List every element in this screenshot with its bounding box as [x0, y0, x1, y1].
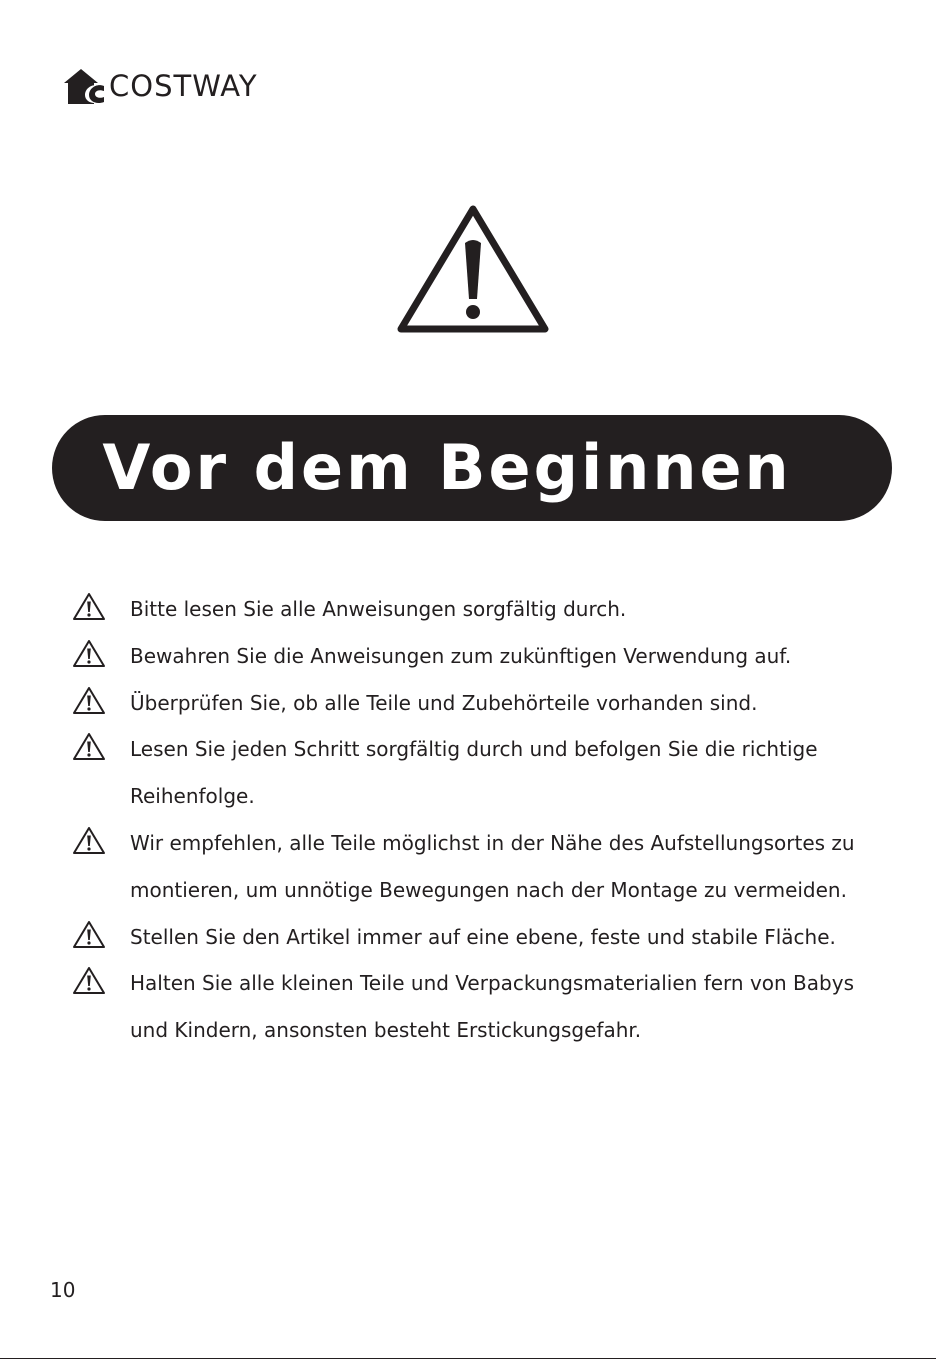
instruction-text: Halten Sie alle kleinen Teile und Verpackungsmaterialien fern von Babys und Kindern, ansonsten besteht Erstickungsgefahr.	[130, 971, 854, 1043]
section-title: Vor dem Beginnen	[102, 431, 792, 504]
list-item	[72, 680, 892, 727]
warning-triangle-icon	[72, 592, 106, 626]
warning-triangle-icon	[72, 639, 106, 673]
warning-triangle-icon	[72, 920, 106, 954]
instruction-text: Bitte lesen Sie alle Anweisungen sorgfältig durch.	[130, 597, 627, 621]
page-number: 10	[50, 1278, 76, 1302]
costway-house-icon	[60, 66, 106, 106]
section-banner	[52, 415, 892, 521]
list-item	[72, 633, 892, 680]
bottom-divider	[0, 1358, 936, 1359]
warning-triangle-icon	[72, 686, 106, 720]
list-item	[72, 726, 892, 820]
warning-triangle-icon	[72, 732, 106, 766]
instruction-text: Überprüfen Sie, ob alle Teile und Zubehörteile vorhanden sind.	[130, 690, 758, 715]
instruction-text: Lesen Sie jeden Schritt sorgfältig durch und befolgen Sie die richtige Reihenfolge.	[130, 737, 818, 809]
brand-name: COSTWAY	[109, 68, 258, 103]
instruction-list	[72, 586, 892, 1054]
instruction-text: Wir empfehlen, alle Teile möglichst in der Nähe des Aufstellungsortes zu montieren, um unnötige Bewegungen nach der Montage zu vermeiden.	[130, 830, 855, 902]
warning-triangle-icon	[72, 826, 106, 860]
list-item	[72, 960, 892, 1054]
warning-triangle-icon	[72, 966, 106, 1000]
warning-triangle-icon	[396, 203, 550, 339]
list-item	[72, 586, 892, 633]
instruction-text: Bewahren Sie die Anweisungen zum zukünftigen Verwendung auf.	[130, 643, 792, 668]
brand-logo	[60, 66, 258, 106]
list-item	[72, 914, 892, 961]
instruction-text: Stellen Sie den Artikel immer auf eine ebene, feste und stabile Fläche.	[130, 924, 836, 949]
list-item	[72, 820, 892, 914]
